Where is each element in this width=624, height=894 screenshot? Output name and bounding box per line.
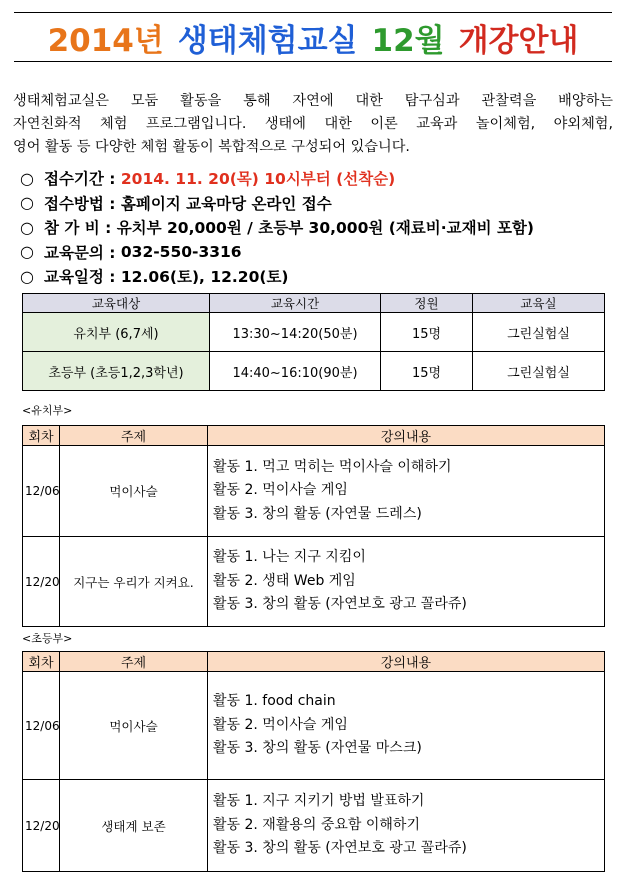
activity-item: 활동 3. 창의 활동 (자연보호 광고 꼴라쥬) <box>213 596 467 613</box>
column-header: 교육시간 <box>210 294 381 313</box>
capacity-cell: 15명 <box>381 313 473 352</box>
activity-item: 활동 2. 생태 Web 게임 <box>213 572 356 589</box>
topic-cell: 생태계 보존 <box>60 780 208 872</box>
content-cell <box>208 672 605 780</box>
intro-line: 자연친화적 체험 프로그램입니다. 생태에 대한 이론 교육과 놀이체험, 야외체험, <box>13 116 613 132</box>
activity-item: 활동 3. 창의 활동 (자연물 마스크) <box>213 740 422 757</box>
title-month: 12월 <box>371 22 445 59</box>
topic-cell: 먹이사슬 <box>60 672 208 780</box>
info-registration-period <box>20 166 620 191</box>
activity-item: 활동 2. 먹이사슬 게임 <box>213 482 348 499</box>
info-registration-method <box>20 191 620 216</box>
title-rule-bottom <box>14 61 612 62</box>
table-row <box>23 537 605 627</box>
table-row <box>23 672 605 780</box>
info-list <box>20 166 620 289</box>
column-header: 주제 <box>60 652 208 672</box>
topic-cell: 먹이사슬 <box>60 446 208 537</box>
table-row <box>23 313 605 352</box>
round-cell: 12/06 <box>23 672 60 780</box>
title-banner <box>14 12 612 62</box>
room-cell: 그린실험실 <box>473 313 605 352</box>
column-header: 회차 <box>23 652 60 672</box>
intro-line: 영어 활동 등 다양한 체험 활동이 복합적으로 구성되어 있습니다. <box>13 139 410 155</box>
info-label: 접수방법 : <box>43 194 116 213</box>
intro-line: 생태체험교실은 모둠 활동을 통해 자연에 대한 탐구심과 관찰력을 배양하는 <box>13 93 613 109</box>
round-cell: 12/20 <box>23 780 60 872</box>
column-header: 교육대상 <box>23 294 210 313</box>
overview-table <box>22 293 605 391</box>
circle-bullet-icon: ○ <box>20 242 34 262</box>
activity-item: 활동 2. 재활용의 중요함 이해하기 <box>213 816 420 833</box>
content-cell <box>208 446 605 537</box>
round-cell: 12/06 <box>23 446 60 537</box>
info-label: 교육일정 : <box>43 268 116 287</box>
activity-item: 활동 1. 나는 지구 지킴이 <box>213 549 366 566</box>
table-row <box>23 780 605 872</box>
table-row <box>23 446 605 537</box>
info-fee <box>20 215 620 240</box>
column-header: 강의내용 <box>208 426 605 446</box>
info-value: 2014. 11. 20(목) 10시부터 (선착순) <box>120 170 396 189</box>
content-cell <box>208 537 605 627</box>
intro-paragraph <box>13 90 613 159</box>
info-schedule <box>20 264 620 289</box>
table-header-row <box>23 426 605 446</box>
circle-bullet-icon: ○ <box>20 217 34 237</box>
title-rule-top <box>14 12 612 13</box>
info-value: 홈페이지 교육마당 온라인 접수 <box>120 194 332 213</box>
page-title <box>14 15 612 59</box>
info-value: 유치부 20,000원 / 초등부 30,000원 (재료비·교재비 포함) <box>116 219 534 238</box>
capacity-cell: 15명 <box>381 352 473 391</box>
kindergarten-table <box>22 425 605 627</box>
time-cell: 14:40~16:10(90분) <box>210 352 381 391</box>
elementary-section-label: <초등부> <box>22 632 73 645</box>
column-header: 강의내용 <box>208 652 605 672</box>
activity-item: 활동 3. 창의 활동 (자연물 드레스) <box>213 505 422 522</box>
topic-cell: 지구는 우리가 지켜요. <box>60 537 208 627</box>
title-notice: 개강안내 <box>458 22 579 59</box>
table-row <box>23 352 605 391</box>
activity-item: 활동 1. 먹고 먹히는 먹이사슬 이해하기 <box>213 458 452 475</box>
table-header-row <box>23 652 605 672</box>
activity-item: 활동 1. food chain <box>213 693 336 710</box>
room-cell: 그린실험실 <box>473 352 605 391</box>
kindergarten-section-label: <유치부> <box>22 404 73 417</box>
table-header-row <box>23 294 605 313</box>
circle-bullet-icon: ○ <box>20 168 34 188</box>
info-label: 접수기간 : <box>43 170 116 189</box>
column-header: 회차 <box>23 426 60 446</box>
activity-item: 활동 1. 지구 지키기 방법 발표하기 <box>213 793 425 810</box>
column-header: 교육실 <box>473 294 605 313</box>
elementary-table <box>22 651 605 872</box>
title-program: 생태체험교실 <box>177 22 358 59</box>
circle-bullet-icon: ○ <box>20 266 34 286</box>
info-label: 교육문의 : <box>43 243 116 262</box>
column-header: 주제 <box>60 426 208 446</box>
circle-bullet-icon: ○ <box>20 193 34 213</box>
target-cell: 유치부 (6,7세) <box>23 313 210 352</box>
title-year: 2014년 <box>47 22 164 59</box>
column-header: 정원 <box>381 294 473 313</box>
info-value: 12.06(토), 12.20(토) <box>120 268 289 287</box>
info-value: 032-550-3316 <box>120 242 242 261</box>
time-cell: 13:30~14:20(50분) <box>210 313 381 352</box>
info-label: 참 가 비 : <box>43 219 112 238</box>
content-cell <box>208 780 605 872</box>
info-contact <box>20 240 620 265</box>
activity-item: 활동 3. 창의 활동 (자연보호 광고 꼴라쥬) <box>213 840 467 857</box>
target-cell: 초등부 (초등1,2,3학년) <box>23 352 210 391</box>
activity-item: 활동 2. 먹이사슬 게임 <box>213 716 348 733</box>
round-cell: 12/20 <box>23 537 60 627</box>
